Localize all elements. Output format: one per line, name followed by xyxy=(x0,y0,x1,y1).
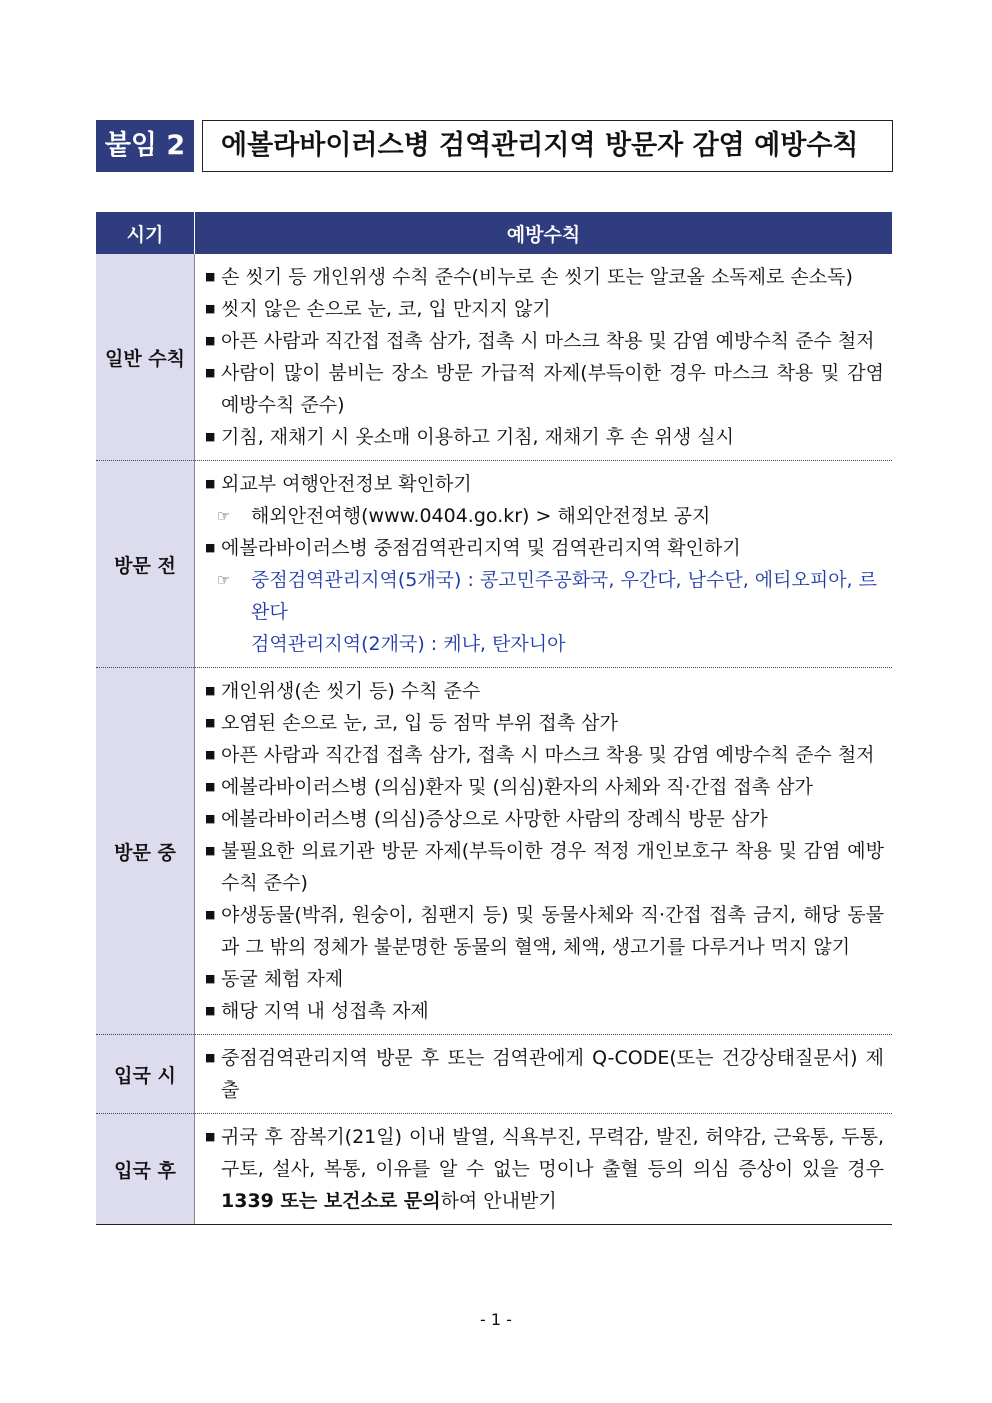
period-general: 일반 수칙 xyxy=(96,254,195,461)
rule-item: ■ 사람이 많이 붐비는 장소 방문 가급적 자제(부득이한 경우 마스크 착용 및 감염 예방수칙 준수) xyxy=(205,357,884,421)
column-header-rules: 예방수칙 xyxy=(195,212,893,254)
rules-before-visit xyxy=(195,461,893,668)
attachment-badge: 붙임 2 xyxy=(96,120,194,172)
rule-item xyxy=(205,1121,884,1217)
rules-general xyxy=(195,254,893,461)
document-title: 에볼라바이러스병 검역관리지역 방문자 감염 예방수칙 xyxy=(202,120,893,172)
period-during-visit: 방문 중 xyxy=(96,668,195,1035)
pointing-hand-icon: ☞ xyxy=(217,507,231,525)
rule-item: ■ 야생동물(박쥐, 원숭이, 침팬지 등) 및 동물사체와 직·간접 접촉 금지, 해당 동물과 그 밖의 정체가 불분명한 동물의 혈액, 체액, 생고기를 다루거나 먹지 않기 xyxy=(205,899,884,963)
rule-item: ■ 에볼라바이러스병 (의심)증상으로 사망한 사람의 장례식 방문 삼가 xyxy=(205,803,884,835)
rule-item: ■ 에볼라바이러스병 중점검역관리지역 및 검역관리지역 확인하기 xyxy=(205,532,884,564)
sub-item-text: 해외안전여행(www.0404.go.kr) > 해외안전정보 공지 xyxy=(251,505,711,527)
rules-after-entry xyxy=(195,1114,893,1225)
page-number: - 1 - xyxy=(480,1310,512,1329)
rule-item: ■ 해당 지역 내 성접촉 자제 xyxy=(205,995,884,1027)
rules-during-visit xyxy=(195,668,893,1035)
rule-item: ■ 불필요한 의료기관 방문 자제(부득이한 경우 적정 개인보호구 착용 및 감염 예방수칙 준수) xyxy=(205,835,884,899)
period-before-visit: 방문 전 xyxy=(96,461,195,668)
rule-text: 하여 안내받기 xyxy=(440,1190,557,1212)
row-general xyxy=(96,254,892,461)
row-during-visit xyxy=(96,668,892,1035)
row-after-entry xyxy=(96,1114,892,1225)
period-after-entry: 입국 후 xyxy=(96,1114,195,1225)
rule-item: ■ 에볼라바이러스병 (의심)환자 및 (의심)환자의 사체와 직·간접 접촉 삼가 xyxy=(205,771,884,803)
contact-emphasis: 1339 또는 보건소로 문의 xyxy=(221,1190,441,1212)
sub-item xyxy=(205,564,884,628)
row-on-entry xyxy=(96,1035,892,1114)
row-before-visit xyxy=(96,461,892,668)
rule-item: ■ 오염된 손으로 눈, 코, 입 등 점막 부위 접촉 삼가 xyxy=(205,707,884,739)
rules-on-entry xyxy=(195,1035,893,1114)
column-header-period: 시기 xyxy=(96,212,195,254)
title-row xyxy=(96,120,893,172)
pointing-hand-icon: ☞ xyxy=(217,571,231,589)
sub-item xyxy=(205,500,884,532)
rule-item: ■ 아픈 사람과 직간접 접촉 삼가, 접촉 시 마스크 착용 및 감염 예방수칙 준수 철저 xyxy=(205,325,884,357)
sub-item-text: 중점검역관리지역(5개국) : 콩고민주공화국, 우간다, 남수단, 에티오피아, 르완다 xyxy=(251,569,877,623)
sub-item-text: 검역관리지역(2개국) : 케냐, 탄자니아 xyxy=(251,633,566,655)
rule-item: ■ 개인위생(손 씻기 등) 수칙 준수 xyxy=(205,675,884,707)
rule-item: ■ 손 씻기 등 개인위생 수칙 준수(비누로 손 씻기 또는 알코올 소독제로 손소독) xyxy=(205,261,884,293)
rule-item: ■ 외교부 여행안전정보 확인하기 xyxy=(205,468,884,500)
rule-item: ■ 아픈 사람과 직간접 접촉 삼가, 접촉 시 마스크 착용 및 감염 예방수칙 준수 철저 xyxy=(205,739,884,771)
period-on-entry: 입국 시 xyxy=(96,1035,195,1114)
rule-item: ■ 씻지 않은 손으로 눈, 코, 입 만지지 않기 xyxy=(205,293,884,325)
rule-text: 귀국 후 잠복기(21일) 이내 발열, 식욕부진, 무력감, 발진, 허약감, 근육통, 두통, 구토, 설사, 복통, 이유를 알 수 없는 멍이나 출혈 등의 의심 증상이 있을 경우 xyxy=(221,1126,884,1180)
rule-item: ■ 중점검역관리지역 방문 후 또는 검역관에게 Q-CODE(또는 건강상태질문서) 제출 xyxy=(205,1042,884,1106)
prevention-rules-table xyxy=(96,212,892,1225)
rule-item: ■ 동굴 체험 자제 xyxy=(205,963,884,995)
rule-item: ■ 기침, 재채기 시 옷소매 이용하고 기침, 재채기 후 손 위생 실시 xyxy=(205,421,884,453)
